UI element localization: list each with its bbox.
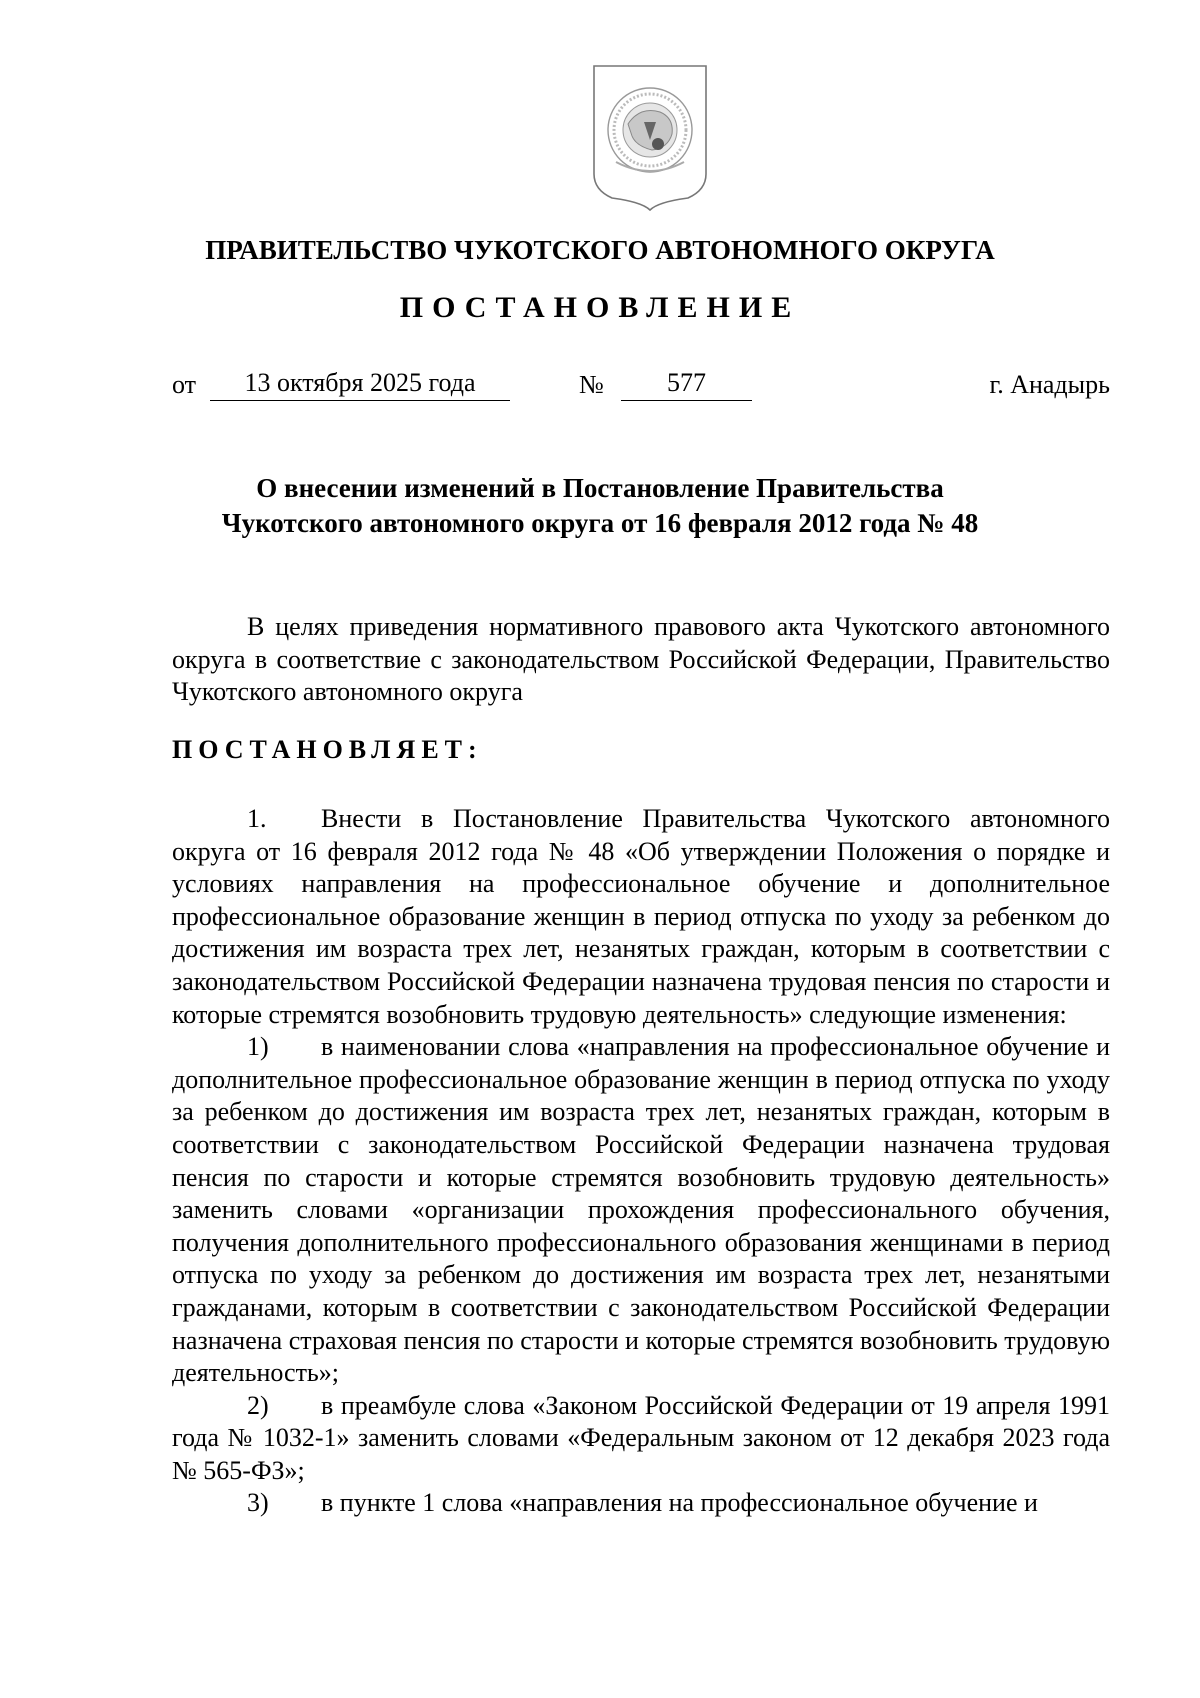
organization-title: ПРАВИТЕЛЬСТВО ЧУКОТСКОГО АВТОНОМНОГО ОКРУГА [205, 235, 995, 265]
preamble-block [172, 611, 1110, 709]
number-prefix: № [579, 370, 604, 399]
item-text: в пункте 1 слова «направления на профессиональное обучение и [321, 1488, 1038, 1518]
item-number: 2) [247, 1390, 269, 1420]
document-number: 577 [621, 368, 752, 401]
item-number: 1) [247, 1032, 269, 1062]
item-text: Внести в Постановление Правительства Чукотского автономного округа от 16 февраля 2012 года № 48 «Об утверждении Положения о порядке и условиях направления на профессиональное обучение и дополнительное профессиональное образование женщин в период отпуска по уходу за ребенком до достижения им возраста трех лет, незанятых граждан, которым в соответствии с законодательством Российской Федерации назначена трудовая пенсия по старости и которые стремятся возобновить трудовую деятельность» следующие изменения: [172, 804, 1110, 1029]
list-item [172, 1487, 1110, 1520]
subject-line-1: О внесении изменений в Постановление Правительства [256, 473, 944, 503]
document-subject [0, 471, 1200, 541]
item-number: 3) [247, 1488, 269, 1518]
subject-line-2: Чукотского автономного округа от 16 февраля 2012 года № 48 [221, 508, 979, 538]
list-item [172, 803, 1110, 1031]
date-prefix: от [172, 370, 197, 399]
item-text: в преамбуле слова «Законом Российской Федерации от 19 апреля 1991 года № 1032-1» заменить словами «Федеральным законом от 12 декабря 2023 года № 565-ФЗ»; [172, 1390, 1110, 1485]
decree-items [172, 803, 1110, 1520]
decree-word: ПОСТАНОВЛЯЕТ: [172, 735, 483, 764]
list-item [172, 1031, 1110, 1390]
preamble: В целях приведения нормативного правового акта Чукотского автономного округа в соответствие с законодательством Российской Федерации, Правительство Чукотского автономного округа [172, 612, 1110, 707]
city: г. Анадырь [989, 370, 1110, 399]
item-number: 1. [247, 804, 267, 833]
coat-of-arms-icon [588, 62, 712, 212]
document-date: 13 октября 2025 года [210, 368, 510, 401]
document-type: ПОСТАНОВЛЕНИЕ [399, 291, 801, 324]
list-item [172, 1390, 1110, 1488]
item-text: в наименовании слова «направления на профессиональное обучение и дополнительное профессиональное образование женщин в период отпуска по уходу за ребенком до достижения им возраста трех лет, незанятых граждан, которым в соответствии с законодательством Российской Федерации назначена трудовая пенсия по старости и которые стремятся возобновить трудовую деятельность» заменить словами «организации прохождения профессионального обучения, получения дополнительного профессионального образования женщинами в период отпуска по уходу за ребенком до достижения им возраста трех лет, незанятыми гражданами, которым в соответствии с законодательством Российской Федерации назначена страховая пенсия по старости и которые стремятся возобновить трудовую деятельность»; [172, 1032, 1110, 1388]
